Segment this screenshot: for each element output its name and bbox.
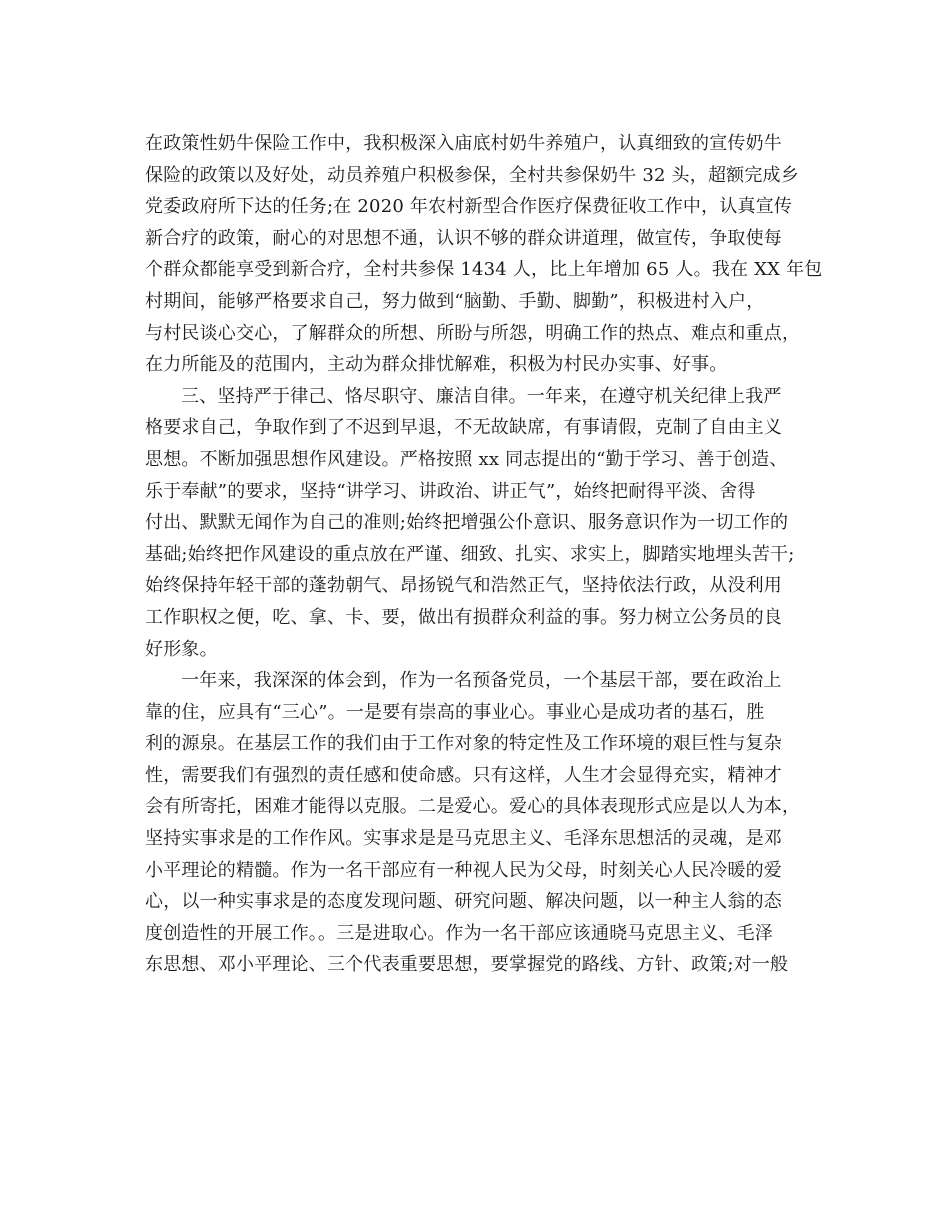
text-line: 心，以一种实事求是的态度发现问题、研究问题、解决问题，以一种主人翁的态 — [145, 891, 782, 913]
text-line: 党委政府所下达的任务;在 2020 年农村新型合作医疗保费征收工作中，认真宣传 — [145, 196, 793, 218]
text-line: 好形象。 — [145, 638, 218, 660]
text-line: 在力所能及的范围内，主动为群众排忧解难，积极为村民办实事、好事。 — [145, 354, 728, 376]
text-line: 始终保持年轻干部的蓬勃朝气、昂扬锐气和浩然正气，坚持依法行政，从没利用 — [145, 575, 782, 597]
text-line: 工作职权之便，吃、拿、卡、要，做出有损群众利益的事。努力树立公务员的良 — [145, 606, 782, 628]
text-line: 基础;始终把作风建设的重点放在严谨、细致、扎实、求实上，脚踏实地埋头苦干; — [145, 543, 795, 565]
text-line: 村期间，能够严格要求自己，努力做到“脑勤、手勤、脚勤”，积极进村入户， — [145, 290, 765, 312]
text-line: 新合疗的政策，耐心的对思想不通，认识不够的群众讲道理，做宣传，争取使每 — [145, 227, 782, 249]
text-line: 保险的政策以及好处，动员养殖户积极参保，全村共参保奶牛 32 头，超额完成乡 — [145, 164, 799, 186]
paragraph-start-line: 三、坚持严于律己、恪尽职守、廉洁自律。一年来，在遵守机关纪律上我严 — [181, 385, 782, 407]
text-line: 小平理论的精髓。作为一名干部应有一种视人民为父母，时刻关心人民冷暖的爱 — [145, 859, 782, 881]
text-line: 靠的住，应具有“三心”。一是要有崇高的事业心。事业心是成功者的基石，胜 — [145, 701, 765, 723]
text-line: 乐于奉献”的要求，坚持“讲学习、讲政治、讲正气”，始终把耐得平淡、舍得 — [145, 480, 756, 502]
text-line: 坚持实事求是的工作作风。实事求是是马克思主义、毛泽东思想活的灵魂，是邓 — [145, 828, 782, 850]
text-line: 格要求自己，争取作到了不迟到早退，不无故缺席，有事请假，克制了自由主义 — [145, 417, 782, 439]
text-line: 度创造性的开展工作。。三是进取心。作为一名干部应该通晓马克思主义、毛泽 — [145, 922, 773, 944]
text-line: 利的源泉。在基层工作的我们由于工作对象的特定性及工作环境的艰巨性与复杂 — [145, 733, 782, 755]
text-line: 东思想、邓小平理论、三个代表重要思想，要掌握党的路线、方针、政策;对一般 — [145, 954, 789, 976]
text-line: 会有所寄托，困难才能得以克服。二是爱心。爱心的具体表现形式应是以人为本， — [145, 796, 801, 818]
text-line: 付出、默默无闻作为自己的准则;始终把增强公仆意识、服务意识作为一切工作的 — [145, 512, 789, 534]
text-line: 性，需要我们有强烈的责任感和使命感。只有这样，人生才会显得充实，精神才 — [145, 764, 782, 786]
text-line: 在政策性奶牛保险工作中，我积极深入庙底村奶牛养殖户，认真细致的宣传奶牛 — [145, 133, 782, 154]
text-line: 与村民谈心交心，了解群众的所想、所盼与所怨，明确工作的热点、难点和重点， — [145, 322, 801, 344]
body-text — [145, 128, 825, 981]
text-line: 个群众都能享受到新合疗，全村共参保 1434 人，比上年增加 65 人。我在 XX 年包 — [145, 259, 823, 281]
paragraph-start-line: 一年来，我深深的体会到，作为一名预备党员，一个基层干部，要在政治上 — [181, 670, 782, 692]
text-line: 思想。不断加强思想作风建设。严格按照 xx 同志提出的“勤于学习、善于创造、 — [145, 448, 788, 470]
